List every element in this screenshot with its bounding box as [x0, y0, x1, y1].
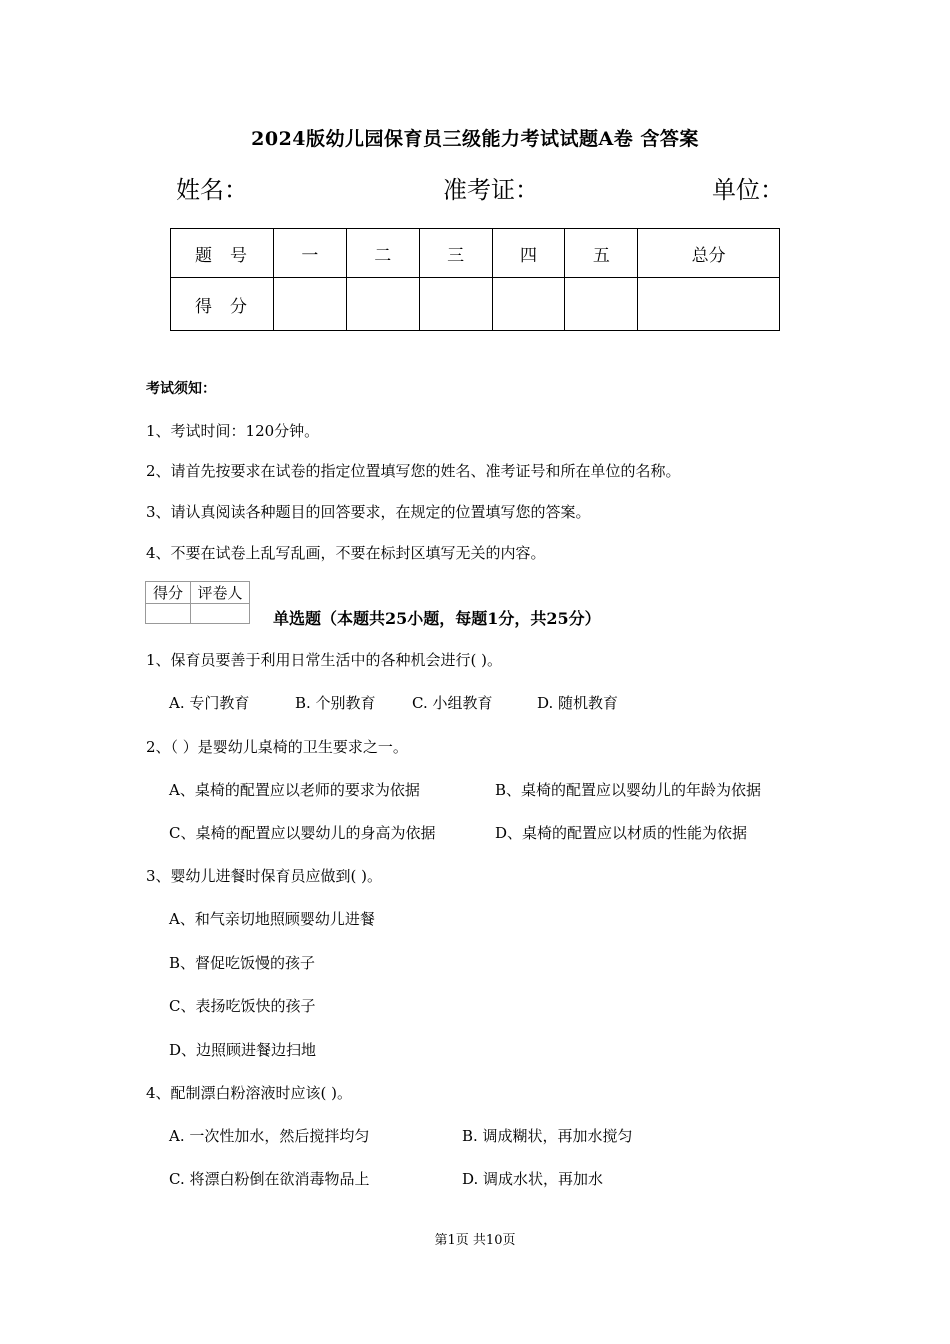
question-stem: 3、婴幼儿进餐时保育员应做到( )。: [146, 867, 383, 885]
score-cell-total[interactable]: [638, 278, 780, 331]
unit-label: 单位：: [712, 176, 784, 204]
option-a[interactable]: A、和气亲切地照顾婴幼儿进餐: [169, 910, 375, 928]
option-b[interactable]: B、桌椅的配置应以婴幼儿的年龄为依据: [495, 781, 762, 799]
option-d[interactable]: D、桌椅的配置应以材质的性能为依据: [495, 824, 748, 842]
column-2: 二: [346, 229, 419, 278]
notice-item: 2、请首先按要求在试卷的指定位置填写您的姓名、准考证号和所在单位的名称。: [146, 462, 681, 480]
question-stem: 4、配制漂白粉溶液时应该( )。: [146, 1084, 353, 1102]
grader-reviewer-cell[interactable]: [191, 604, 250, 624]
score-label: 得分: [171, 278, 274, 331]
column-3: 三: [419, 229, 492, 278]
column-total: 总分: [638, 229, 780, 278]
exam-id-label: 准考证：: [443, 176, 539, 204]
score-table-header-row: [171, 229, 780, 278]
section-title: 单选题（本题共25小题，每题1分，共25分）: [273, 609, 601, 628]
question-stem: 2、（ ）是婴幼儿桌椅的卫生要求之一。: [146, 738, 408, 756]
page-number: 第1页 共10页: [434, 1233, 516, 1248]
name-label: 姓名：: [176, 176, 248, 204]
notice-item: 4、不要在试卷上乱写乱画，不要在标封区填写无关的内容。: [146, 544, 546, 562]
option-c[interactable]: C. 将漂白粉倒在欲消毒物品上: [169, 1170, 370, 1188]
option-a[interactable]: A. 专门教育: [169, 694, 250, 712]
option-b[interactable]: B、督促吃饭慢的孩子: [169, 954, 316, 972]
score-cell-5[interactable]: [565, 278, 638, 331]
option-d[interactable]: D、边照顾进餐边扫地: [169, 1041, 317, 1059]
score-table-score-row: [171, 278, 780, 331]
column-1: 一: [274, 229, 347, 278]
question-number-label: 题号: [171, 229, 274, 278]
option-b[interactable]: B. 调成糊状，再加水搅匀: [462, 1127, 633, 1145]
option-c[interactable]: C. 小组教育: [412, 694, 493, 712]
option-a[interactable]: A. 一次性加水，然后搅拌均匀: [169, 1127, 370, 1145]
option-b[interactable]: B. 个别教育: [295, 694, 376, 712]
grader-score-cell[interactable]: [146, 604, 191, 624]
notice-item: 3、请认真阅读各种题目的回答要求，在规定的位置填写您的答案。: [146, 503, 591, 521]
option-c[interactable]: C、桌椅的配置应以婴幼儿的身高为依据: [169, 824, 436, 842]
column-4: 四: [492, 229, 565, 278]
column-5: 五: [565, 229, 638, 278]
score-cell-3[interactable]: [419, 278, 492, 331]
option-d[interactable]: D. 调成水状，再加水: [462, 1170, 604, 1188]
grader-score-label: 得分: [146, 582, 191, 604]
score-table: [170, 228, 780, 331]
question-stem: 1、保育员要善于利用日常生活中的各种机会进行( )。: [146, 651, 503, 669]
option-a[interactable]: A、桌椅的配置应以老师的要求为依据: [169, 781, 420, 799]
score-cell-4[interactable]: [492, 278, 565, 331]
notice-title: 考试须知：: [146, 381, 216, 397]
grader-box: [145, 581, 250, 624]
exam-title: 2024版幼儿园保育员三级能力考试试题A卷 含答案: [251, 128, 699, 150]
option-c[interactable]: C、表扬吃饭快的孩子: [169, 997, 316, 1015]
option-d[interactable]: D. 随机教育: [537, 694, 619, 712]
notice-item: 1、考试时间：120分钟。: [146, 422, 320, 440]
grader-reviewer-label: 评卷人: [191, 582, 250, 604]
score-cell-1[interactable]: [274, 278, 347, 331]
score-cell-2[interactable]: [346, 278, 419, 331]
